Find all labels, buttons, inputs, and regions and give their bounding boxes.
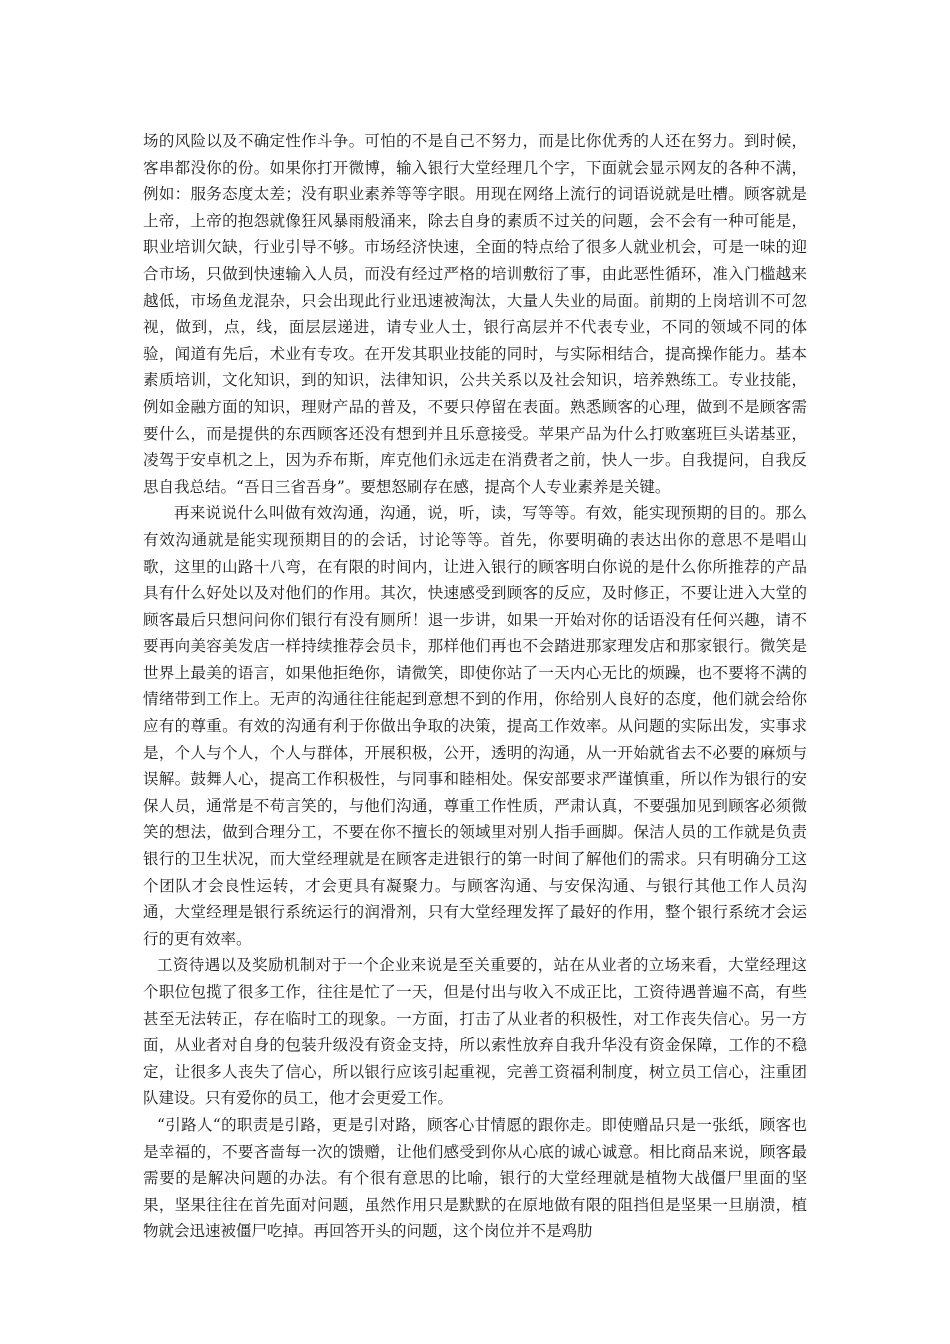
paragraph-guide: “引路人“的职责是引路，更是引对路，顾客心甘情愿的跟你走。即使赠品只是一张纸，顾客也是幸福的，不要吝啬每一次的馈赠，让他们感受到你从心底的诚心诚意。相比商品来说，顾客最需要的是解决问题的办法。有个很有意思的比喻，银行的大堂经理就是植物大战僵尸里面的坚果，坚果往往在首先面对问题，虽然作用只是默默的在原地做有限的阻挡但是坚果一旦崩溃，植物就会迅速被僵尸吃掉。再回答开头的问题，这个岗位并不是鸡肋 [143,1115,807,1241]
paragraph-communication: 再来说说什么叫做有效沟通，沟通，说，听，读，写等等。有效，能实现预期的目的。那么有效沟通就是能实现预期目的的会话，讨论等等。首先，你要明确的表达出你的意思不是唱山歌，这里的山路十八弯，在有限的时间内，让进入银行的顾客明白你说的是什么你所推荐的产品具有什么好处以及对他们的作用。其次，快速感受到顾客的反应，及时修正，不要让进入大堂的顾客最后只想问问你们银行有没有厕所！退一步讲，如果一开始对你的话语没有任何兴趣，请不要再向美容美发店一样持续推荐会员卡，那样他们再也不会踏进那家理发店和那家银行。微笑是世界上最美的语言，如果他拒绝你，请微笑，即使你站了一天内心无比的烦躁，也不要将不满的情绪带到工作上。无声的沟通往往能起到意想不到的作用，你给别人良好的态度，他们就会给你应有的尊重。有效的沟通有利于你做出争取的决策，提高工作效率。从问题的实际出发，实事求是，个人与个人，个人与群体，开展积极，公开，透明的沟通，从一开始就省去不必要的麻烦与误解。鼓舞人心，提高工作积极性，与同事和睦相处。保安部要求严谨慎重，所以作为银行的安保人员，通常是不苟言笑的，与他们沟通，尊重工作性质，严肃认真，不要强加见到顾客必须微笑的想法，做到合理分工，不要在你不擅长的领域里对别人指手画脚。保洁人员的工作就是负责银行的卫生状况，而大堂经理就是在顾客走进银行的第一时间了解他们的需求。只有明确分工这个团队才会良性运转，才会更具有凝聚力。与顾客沟通、与安保沟通、与银行其他工作人员沟通，大堂经理是银行系统运行的润滑剂，只有大堂经理发挥了最好的作用，整个银行系统才会运行的更有效率。 [143,504,807,948]
paragraph-training: 场的风险以及不确定性作斗争。可怕的不是自己不努力，而是比你优秀的人还在努力。到时候，客串都没你的份。如果你打开微博，输入银行大堂经理几个字，下面就会显示网友的各种不满，例如：服务态度太差；没有职业素养等等字眼。用现在网络上流行的词语说就是吐槽。顾客就是上帝，上帝的抱怨就像狂风暴雨般涌来，除去自身的素质不过关的问题，会不会有一种可能是，职业培训欠缺，行业引导不够。市场经济快速，全面的特点给了很多人就业机会，可是一味的迎合市场，只做到快速输入人员，而没有经过严格的培训敷衍了事，由此恶性循环，准入门槛越来越低，市场鱼龙混杂，只会出现此行业迅速被淘汰，大量人失业的局面。前期的上岗培训不可忽视，做到，点，线，面层层递进，请专业人士，银行高层并不代表专业，不同的领域不同的体验，闻道有先后，术业有专攻。在开发其职业技能的同时，与实际相结合，提高操作能力。基本素质培训，文化知识，到的知识，法律知识，公共关系以及社会知识，培养熟练工。专业技能，例如金融方面的知识，理财产品的普及，不要只停留在表面。熟悉顾客的心理，做到不是顾客需要什么，而是提供的东西顾客还没有想到并且乐意接受。苹果产品为什么打败塞班巨头诺基亚，凌驾于安卓机之上，因为乔布斯，库克他们永远走在消费者之前，快人一步。自我提问，自我反思自我总结。“吾日三省吾身”。要想怒刷存在感，提高个人专业素养是关键。 [143,132,807,496]
document-body [143,128,807,1245]
paragraph-salary: 工资待遇以及奖励机制对于一个企业来说是至关重要的，站在从业者的立场来看，大堂经理这个职位包揽了很多工作，往往是忙了一天，但是付出与收入不成正比，工资待遇普遍不高，有些甚至无法转正，存在临时工的现象。一方面，打击了从业者的积极性，对工作丧失信心。另一方面，从业者对自身的包装升级没有资金支持，所以索性放弃自我升华没有资金保障，工作的不稳定，让很多人丧失了信心，所以银行应该引起重视，完善工资福利制度，树立员工信心，注重团队建设。只有爱你的员工，他才会更爱工作。 [143,956,807,1108]
